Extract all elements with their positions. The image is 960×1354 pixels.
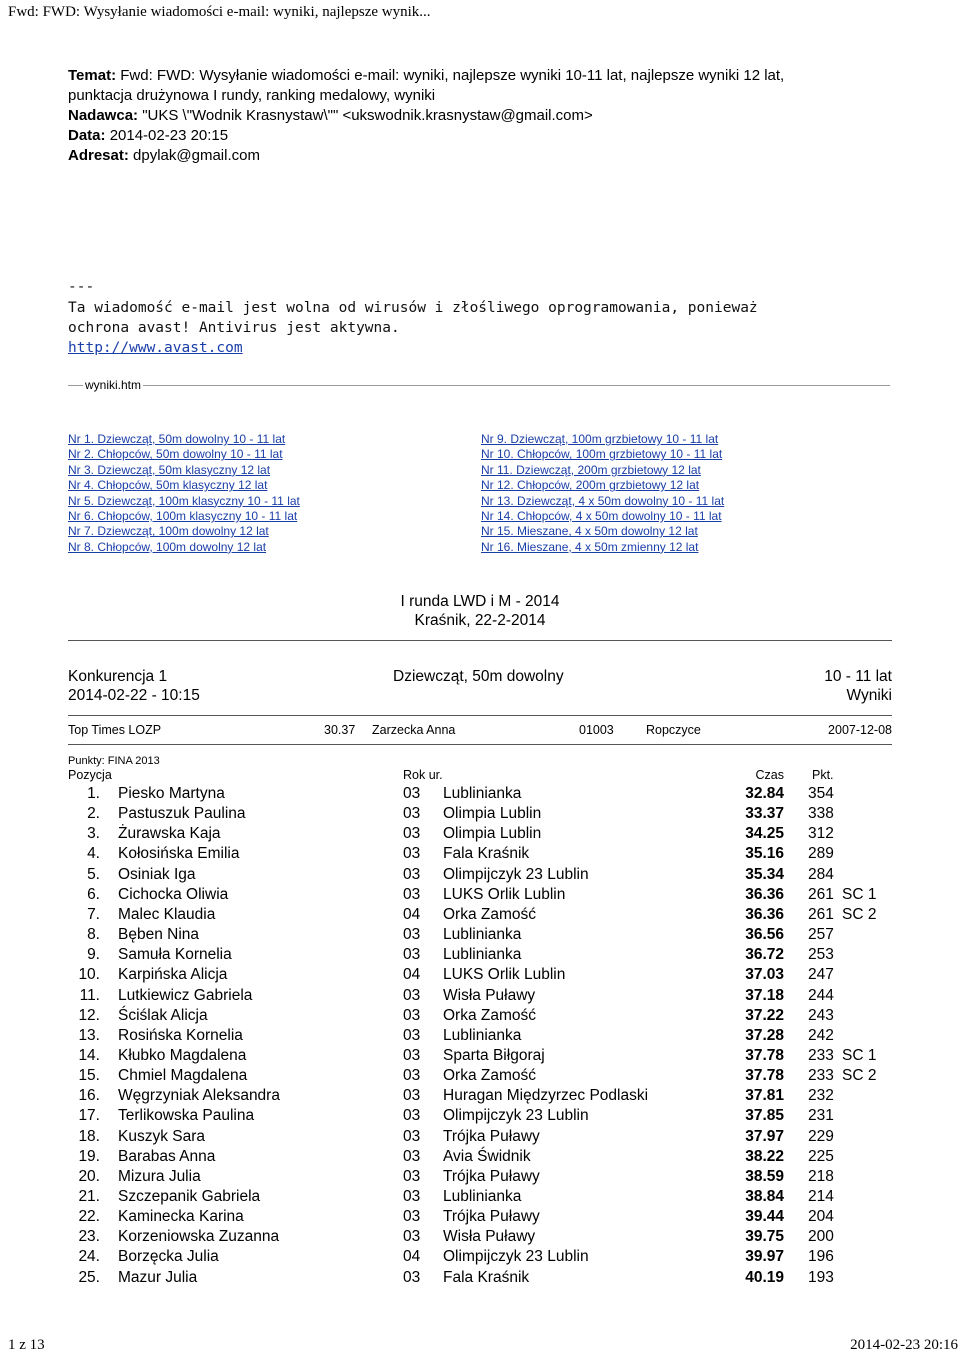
document-title: Fwd: FWD: Wysyłanie wiadomości e-mail: wyniki, najlepsze wynik... [8,4,431,20]
result-pts: 200 [808,1228,834,1246]
result-name: Kołosińska Emilia [118,845,240,863]
result-name: Pastuszuk Paulina [118,805,246,823]
result-club: LUKS Orlik Lublin [443,966,566,984]
result-time: 36.36 [745,885,784,903]
table-row [0,825,960,845]
separator-text: --- [68,279,95,295]
event-link-right-7[interactable]: Nr 15. Mieszane, 4 x 50m dowolny 12 lat [481,524,698,539]
event-link-4[interactable]: Nr 4. Chłopców, 50m klasyczny 12 lat [68,478,268,493]
result-club: Olimpia Lublin [443,825,542,843]
col-yob: Rok ur. [403,768,443,782]
result-name: Szczepanik Gabriela [118,1188,261,1205]
meet-title: I runda LWD i M - 2014 [400,593,560,610]
table-row [0,1248,960,1268]
result-name: Malec Klaudia [118,905,216,923]
result-name: Węgrzyniak Aleksandra [118,1087,280,1105]
col-time: Czas [755,768,784,782]
result-place: 5. [87,865,100,883]
event-link-3[interactable]: Nr 3. Dziewcząt, 50m klasyczny 12 lat [68,462,271,477]
result-note: SC 2 [842,905,877,923]
event-link-1[interactable]: Nr 1. Dziewcząt, 50m dowolny 10 - 11 lat [68,432,286,446]
table-row [0,805,960,825]
result-place: 4. [87,845,100,863]
result-yob: 03 [403,1026,421,1044]
table-row [0,785,960,805]
result-pts: 196 [808,1248,834,1266]
result-pts: 242 [808,1026,834,1044]
result-pts: 233 [808,1046,834,1064]
sender-text: "UKS \"Wodnik Krasnystaw\"" <ukswodnik.krasnystaw@gmail.com> [142,107,593,124]
result-club: Trójka Puławy [443,1167,540,1185]
result-place: 22. [78,1208,100,1226]
event-rule [68,715,892,716]
result-yob: 03 [403,785,421,802]
result-name: Karpińska Alicja [118,966,228,984]
sender-line [68,106,593,126]
result-time: 37.85 [745,1107,784,1125]
result-time: 37.81 [745,1087,784,1105]
result-pts: 289 [808,845,834,863]
event-link-right-2[interactable]: Nr 10. Chłopców, 100m grzbietowy 10 - 11 lat [481,447,723,462]
result-time: 37.97 [745,1127,784,1145]
result-pts: 284 [808,865,834,883]
result-name: Kaminecka Karina [118,1208,244,1226]
page-counter: 1 z 13 [8,1337,45,1353]
result-name: Bęben Nina [118,926,200,944]
result-name: Borzęcka Julia [118,1248,219,1266]
result-yob: 03 [403,1268,421,1286]
result-name: Lutkiewicz Gabriela [118,986,253,1004]
result-yob: 03 [403,1107,421,1125]
result-name: Kuszyk Sara [118,1127,206,1145]
result-pts: 244 [808,986,834,1004]
result-club: Wisła Puławy [443,1228,536,1246]
table-row [0,1107,960,1127]
result-yob: 03 [403,1046,421,1064]
event-name: Dziewcząt, 50m dowolny [393,668,564,685]
points-label: Punkty: FINA 2013 [68,755,160,767]
event-link-right-8[interactable]: Nr 16. Mieszane, 4 x 50m zmienny 12 lat [481,539,699,554]
table-row [0,1007,960,1027]
table-row [0,1087,960,1107]
result-place: 18. [78,1127,100,1145]
recipient-text: dpylak@gmail.com [133,147,260,164]
result-place: 17. [78,1107,100,1125]
table-row [0,1128,960,1148]
result-club: Avia Świdnik [443,1147,531,1165]
result-club: Olimpijczyk 23 Lublin [443,865,589,883]
result-time: 34.25 [745,825,784,843]
result-pts: 232 [808,1087,834,1105]
result-name: Żurawska Kaja [118,825,221,843]
antivirus-line-2: ochrona avast! Antivirus jest aktywna. [68,320,400,336]
result-time: 39.97 [745,1248,784,1266]
event-link-right-3[interactable]: Nr 11. Dziewcząt, 200m grzbietowy 12 lat [481,462,701,477]
result-yob: 04 [403,1248,421,1266]
table-row [0,1208,960,1228]
result-pts: 312 [808,825,834,843]
result-time: 39.44 [745,1208,784,1226]
result-time: 36.36 [745,905,784,923]
table-row [0,845,960,865]
event-link-right-5[interactable]: Nr 13. Dziewcząt, 4 x 50m dowolny 10 - 11 lat [481,493,725,508]
table-row [0,866,960,886]
result-pts: 261 [808,905,834,923]
subject-text: Fwd: FWD: Wysyłanie wiadomości e-mail: wyniki, najlepsze wyniki 10-11 lat, najlepsze wyniki 12 lat, [120,67,785,84]
result-place: 15. [78,1067,100,1085]
result-note: SC 1 [842,885,877,903]
meet-rule [68,640,892,641]
subject-line-2: punktacja drużynowa I rundy, ranking medalowy, wyniki [68,87,436,104]
result-note: SC 1 [842,1046,877,1064]
result-club: Fala Kraśnik [443,1268,530,1286]
result-yob: 03 [403,1006,421,1024]
meet-place-date: Kraśnik, 22-2-2014 [414,612,546,629]
table-row [0,1047,960,1067]
recipient-label: Adresat: [68,147,129,164]
result-club: Lublinianka [443,926,522,944]
attachment-rule [68,385,890,386]
result-club: Orka Zamość [443,905,537,923]
result-time: 35.16 [745,845,784,863]
result-place: 25. [78,1268,100,1286]
result-yob: 03 [403,845,421,863]
result-time: 37.18 [745,986,784,1004]
result-club: Lublinianka [443,1026,522,1044]
date-label: Data: [68,127,106,144]
result-place: 2. [87,805,100,823]
event-datetime: 2014-02-22 - 10:15 [68,687,200,704]
event-link-6[interactable]: Nr 6. Chłopców, 100m klasyczny 10 - 11 lat [68,509,298,523]
result-pts: 253 [808,946,834,964]
result-club: Lublinianka [443,946,522,964]
result-pts: 193 [808,1268,834,1286]
result-place: 23. [78,1228,100,1246]
result-pts: 354 [808,785,834,802]
attachment-label: wyniki.htm [85,378,142,392]
table-row [0,987,960,1007]
event-kind: Wyniki [846,687,892,704]
result-name: Samuła Kornelia [118,946,232,964]
table-row [0,1168,960,1188]
table-row [0,1188,960,1208]
table-row [0,1027,960,1047]
result-pts: 231 [808,1107,834,1125]
result-name: Terlikowska Paulina [118,1107,255,1125]
result-place: 24. [78,1248,100,1266]
avast-link-line [68,340,243,356]
result-yob: 03 [403,865,421,883]
top-times-time: 30.37 [324,723,356,737]
result-club: Wisła Puławy [443,986,536,1004]
result-time: 35.34 [745,865,784,883]
result-pts: 225 [808,1147,834,1165]
result-name: Mizura Julia [118,1167,201,1185]
event-link-right-6[interactable]: Nr 14. Chłopców, 4 x 50m dowolny 10 - 11 lat [481,509,722,523]
result-club: Orka Zamość [443,1067,537,1085]
result-club: Lublinianka [443,1188,522,1205]
result-place: 21. [78,1188,100,1205]
table-row [0,946,960,966]
result-place: 13. [78,1026,100,1044]
result-club: Olimpijczyk 23 Lublin [443,1107,589,1125]
event-link-2[interactable]: Nr 2. Chłopców, 50m dowolny 10 - 11 lat [68,447,283,462]
result-time: 36.72 [745,946,784,964]
result-time: 39.75 [745,1228,784,1246]
result-place: 12. [78,1006,100,1024]
result-club: Lublinianka [443,785,522,802]
result-place: 19. [78,1147,100,1165]
result-club: Olimpijczyk 23 Lublin [443,1248,589,1266]
result-place: 14. [78,1046,100,1064]
top-times-code: 01003 [579,723,614,737]
top-times-club: Ropczyce [646,723,701,737]
result-pts: 233 [808,1067,834,1085]
table-row [0,1067,960,1087]
result-place: 6. [87,885,100,903]
table-row [0,966,960,986]
result-yob: 03 [403,1147,421,1165]
result-yob: 03 [403,1087,421,1105]
result-time: 37.28 [745,1026,784,1044]
top-times-label: Top Times LOZP [68,723,162,737]
result-club: Trójka Puławy [443,1208,540,1226]
result-place: 8. [87,926,100,944]
result-pts: 261 [808,885,834,903]
result-pts: 204 [808,1208,834,1226]
date-line [68,126,228,146]
print-timestamp: 2014-02-23 20:16 [850,1337,958,1353]
result-yob: 03 [403,1208,421,1226]
recipient-line [68,146,260,166]
top-times-rule [68,744,892,745]
result-yob: 04 [403,966,421,984]
result-yob: 03 [403,1188,421,1205]
result-time: 38.59 [745,1167,784,1185]
result-pts: 218 [808,1167,834,1185]
result-place: 3. [87,825,100,843]
top-times-name: Zarzecka Anna [372,723,456,737]
result-time: 38.22 [745,1147,784,1165]
result-club: Fala Kraśnik [443,845,530,863]
result-time: 32.84 [745,785,784,802]
result-club: Trójka Puławy [443,1127,540,1145]
result-name: Mazur Julia [118,1268,198,1286]
result-note: SC 2 [842,1067,877,1085]
result-club: Orka Zamość [443,1006,537,1024]
result-yob: 03 [403,825,421,843]
top-times-date: 2007-12-08 [828,723,892,737]
col-place: Pozycja [68,768,112,782]
table-row [0,926,960,946]
subject-label: Temat: [68,67,117,84]
result-time: 38.84 [745,1188,784,1205]
result-place: 20. [78,1167,100,1185]
avast-link[interactable]: http://www.avast.com [68,340,243,356]
result-time: 33.37 [745,805,784,823]
table-row [0,1228,960,1248]
event-link-8[interactable]: Nr 8. Chłopców, 100m dowolny 12 lat [68,539,267,554]
table-row [0,886,960,906]
result-yob: 03 [403,805,421,823]
result-yob: 03 [403,926,421,944]
result-place: 11. [79,986,100,1004]
result-name: Osiniak Iga [118,865,196,883]
table-row [0,1269,960,1289]
result-place: 1. [87,785,100,802]
result-place: 7. [87,905,100,923]
result-place: 10. [78,966,100,984]
result-name: Korzeniowska Zuzanna [118,1228,280,1246]
result-club: Olimpia Lublin [443,805,542,823]
event-link-right-1[interactable]: Nr 9. Dziewcząt, 100m grzbietowy 10 - 11 lat [481,432,719,446]
result-yob: 03 [403,986,421,1004]
result-name: Kłubko Magdalena [118,1046,247,1064]
event-link-7[interactable]: Nr 7. Dziewcząt, 100m dowolny 12 lat [68,524,269,539]
result-pts: 257 [808,926,834,944]
result-time: 40.19 [745,1268,784,1286]
result-yob: 03 [403,1167,421,1185]
result-pts: 214 [808,1188,834,1205]
result-club: Huragan Międzyrzec Podlaski [443,1087,649,1105]
result-time: 37.22 [745,1006,784,1024]
event-link-right-4[interactable]: Nr 12. Chłopców, 200m grzbietowy 12 lat [481,478,700,493]
result-name: Rosińska Kornelia [118,1026,243,1044]
result-pts: 243 [808,1006,834,1024]
table-row [0,1148,960,1168]
result-club: LUKS Orlik Lublin [443,885,566,903]
result-yob: 03 [403,1067,421,1085]
result-place: 9. [87,946,100,964]
result-yob: 03 [403,1127,421,1145]
result-yob: 04 [403,905,421,923]
result-name: Ściślak Alicja [118,1006,208,1024]
result-time: 37.78 [745,1067,784,1085]
result-time: 36.56 [745,926,784,944]
result-time: 37.78 [745,1046,784,1064]
subject-line [68,66,784,86]
antivirus-line-1: Ta wiadomość e-mail jest wolna od wirusów i złośliwego oprogramowania, ponieważ [68,300,758,316]
result-name: Chmiel Magdalena [118,1067,248,1085]
result-name: Piesko Martyna [118,785,225,802]
event-number: Konkurencja 1 [68,668,168,685]
result-pts: 247 [808,966,834,984]
result-yob: 03 [403,946,421,964]
result-pts: 229 [808,1127,834,1145]
date-text: 2014-02-23 20:15 [109,127,229,144]
result-club: Sparta Biłgoraj [443,1046,545,1064]
result-name: Barabas Anna [118,1147,216,1165]
result-name: Cichocka Oliwia [118,885,229,903]
result-pts: 338 [808,805,834,823]
result-time: 37.03 [745,966,784,984]
sender-label: Nadawca: [68,107,139,124]
table-row [0,906,960,926]
col-pts: Pkt. [812,768,834,782]
event-age: 10 - 11 lat [824,668,892,685]
result-yob: 03 [403,885,421,903]
result-yob: 03 [403,1228,421,1246]
event-link-5[interactable]: Nr 5. Dziewcząt, 100m klasyczny 10 - 11 lat [68,493,300,508]
result-place: 16. [78,1087,100,1105]
